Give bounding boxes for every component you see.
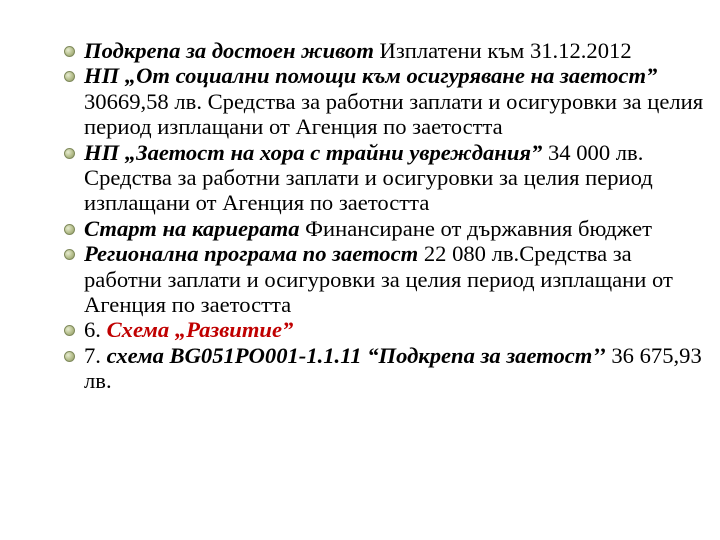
round-bullet-icon <box>64 325 75 336</box>
item-text: Финансиране от държавния бюджет <box>299 215 652 241</box>
item-text: Изплатени към 31.12.2012 <box>373 38 632 63</box>
item-text: 36 675,93 лв. <box>84 342 702 394</box>
item-emphasis: Подкрепа за достоен живот <box>84 38 374 63</box>
round-bullet-icon <box>64 148 75 159</box>
item-text: 30669,58 лв. Средства за работни заплати и осигуровки за целия период изплащани от Агенция по заетостта <box>84 88 704 140</box>
round-bullet-icon <box>64 71 75 82</box>
list-item <box>64 140 704 216</box>
list-item <box>64 63 704 139</box>
list-item <box>64 317 704 342</box>
list-item <box>64 343 704 394</box>
round-bullet-icon <box>64 249 75 260</box>
round-bullet-icon <box>64 224 75 235</box>
bullet-list <box>64 38 704 394</box>
item-emphasis: Регионална програма по заетост <box>84 241 419 267</box>
item-number: 6. <box>84 317 107 343</box>
list-item <box>64 216 704 241</box>
round-bullet-icon <box>64 351 75 362</box>
item-emphasis: НП „От социални помощи към осигуряване на заетост” <box>84 63 658 89</box>
item-emphasis: НП „Заетост на хора с трайни увреждания” <box>84 139 543 165</box>
item-emphasis: Старт на кариерата <box>84 215 300 241</box>
item-text: 34 000 лв. Средства за работни заплати и осигуровки за целия период изплащани от Агенция по заетостта <box>84 139 653 216</box>
list-item <box>64 241 704 317</box>
item-emphasis: схема BG051PO001-1.1.11 “Подкрепа за заетост’’ <box>106 342 606 368</box>
item-number: 7. <box>84 342 107 368</box>
list-item <box>64 38 704 63</box>
item-emphasis-highlight: Схема „Развитие” <box>106 317 294 343</box>
round-bullet-icon <box>64 46 75 57</box>
item-text: 22 080 лв.Средства за работни заплати и осигуровки за целия период изплащани от Агенция по заетостта <box>84 241 673 318</box>
